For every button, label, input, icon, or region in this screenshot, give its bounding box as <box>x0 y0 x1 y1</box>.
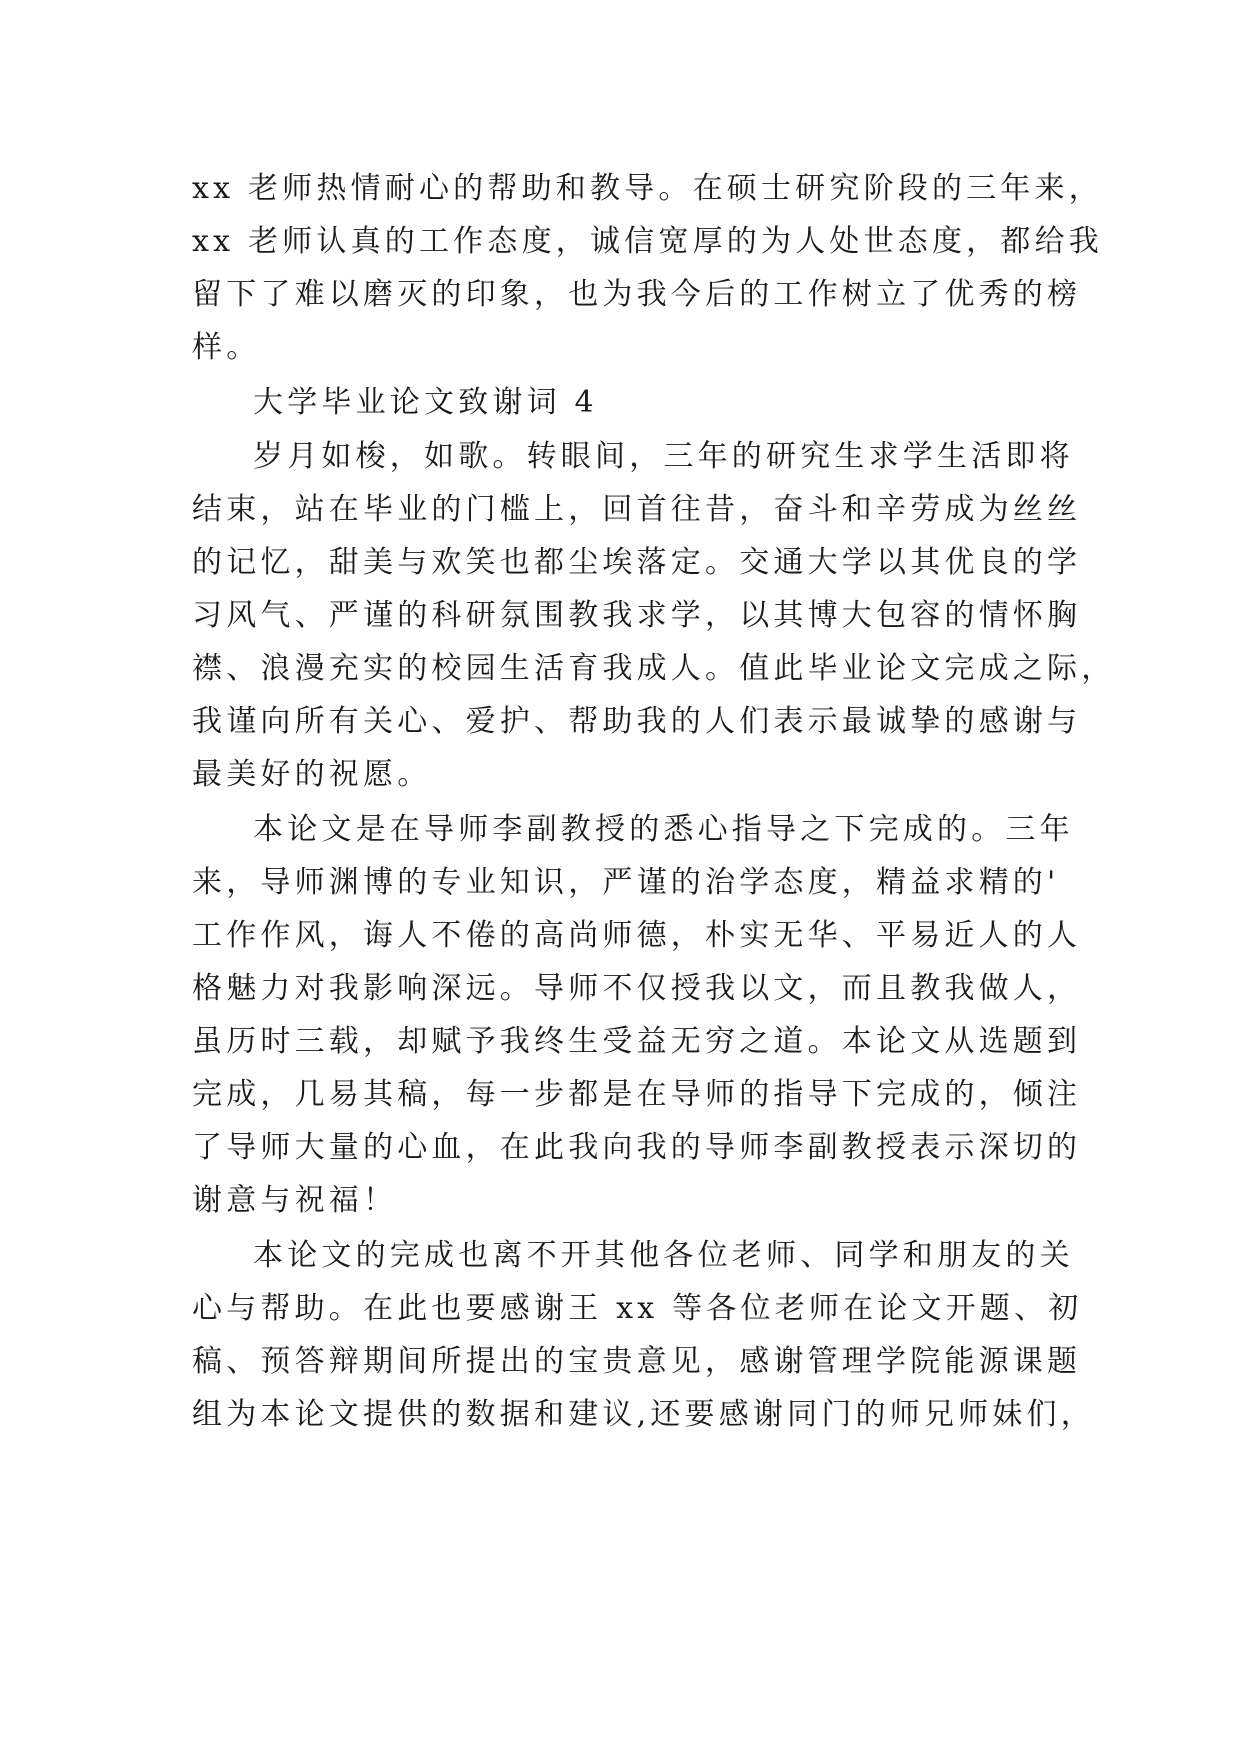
paragraph-line: 心与帮助。在此也要感谢王 xx 等各位老师在论文开题、初 <box>192 1291 1083 1326</box>
paragraph-line: 格魅力对我影响深远。导师不仅授我以文，而且教我做人， <box>192 971 1082 1006</box>
paragraph-line: 稿、预答辩期间所提出的宝贵意见，感谢管理学院能源课题 <box>192 1344 1082 1379</box>
paragraph-line: 习风气、严谨的科研氛围教我求学，以其博大包容的情怀胸 <box>192 598 1082 633</box>
paragraph-line: 结束，站在毕业的门槛上，回首往昔，奋斗和辛劳成为丝丝 <box>192 492 1082 527</box>
paragraph-line: 工作作风，诲人不倦的高尚师德，朴实无华、平易近人的人 <box>192 918 1082 953</box>
paragraph-line: 虽历时三载，却赋予我终生受益无穷之道。本论文从选题到 <box>192 1024 1082 1059</box>
paragraph-line: 留下了难以磨灭的印象，也为我今后的工作树立了优秀的榜 <box>192 277 1082 312</box>
section-heading: 大学毕业论文致谢词 4 <box>253 385 598 420</box>
paragraph-line: 了导师大量的心血，在此我向我的导师李副教授表示深切的 <box>192 1130 1082 1165</box>
paragraph-line: xx 老师认真的工作态度，诚信宽厚的为人处世态度，都给我 <box>192 224 1103 259</box>
paragraph-line: 谢意与祝福！ <box>192 1183 398 1218</box>
paragraph-line: 襟、浪漫充实的校园生活育我成人。值此毕业论文完成之际， <box>192 651 1116 686</box>
paragraph-line: 样。 <box>192 330 261 365</box>
paragraph-line: 本论文是在导师李副教授的悉心指导之下完成的。三年 <box>253 812 1074 847</box>
paragraph-line: xx 老师热情耐心的帮助和教导。在硕士研究阶段的三年来， <box>192 171 1103 206</box>
paragraph-line: 来，导师渊博的专业知识，严谨的治学态度，精益求精的' <box>192 865 1060 900</box>
paragraph-line: 最美好的祝愿。 <box>192 757 432 792</box>
paragraph-line: 本论文的完成也离不开其他各位老师、同学和朋友的关 <box>253 1238 1074 1273</box>
paragraph-line: 的记忆，甜美与欢笑也都尘埃落定。交通大学以其优良的学 <box>192 545 1082 580</box>
paragraph-line: 岁月如梭，如歌。转眼间，三年的研究生求学生活即将 <box>253 439 1074 474</box>
paragraph-line: 组为本论文提供的数据和建议,还要感谢同门的师兄师妹们， <box>192 1397 1095 1432</box>
paragraph-line: 完成，几易其稿，每一步都是在导师的指导下完成的，倾注 <box>192 1077 1082 1112</box>
paragraph-line: 我谨向所有关心、爱护、帮助我的人们表示最诚挚的感谢与 <box>192 704 1082 739</box>
